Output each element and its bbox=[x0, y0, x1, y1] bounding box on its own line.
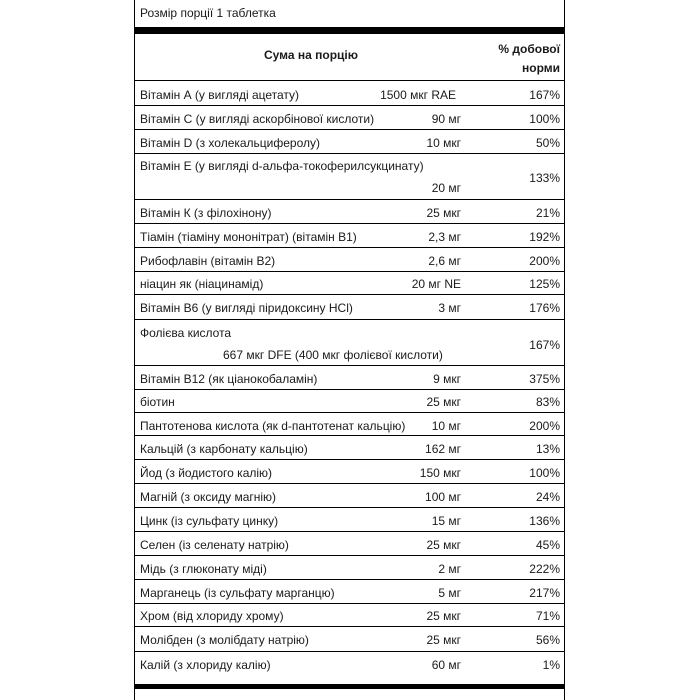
footer-divider bbox=[135, 684, 564, 689]
header-divider bbox=[135, 27, 564, 34]
nutrient-daily-value: 1% bbox=[542, 658, 560, 672]
amount-per-serving-header: Сума на порцію bbox=[263, 48, 359, 62]
nutrient-name: Селен (із селенату натрію) bbox=[140, 538, 289, 552]
nutrient-amount: 20 мг NE bbox=[411, 277, 461, 291]
nutrient-name: Вітамін А (у вигляді ацетату) bbox=[140, 88, 300, 102]
nutrient-amount: 667 мкг DFE (400 мкг фолієвої кислоти) bbox=[223, 348, 443, 362]
nutrient-row bbox=[135, 555, 564, 579]
nutrient-amount: 2 мг bbox=[438, 562, 461, 576]
nutrient-daily-value: 167% bbox=[529, 338, 560, 352]
nutrient-row bbox=[135, 247, 564, 271]
nutrient-row bbox=[135, 153, 564, 199]
nutrient-row bbox=[135, 129, 564, 153]
nutrient-row bbox=[135, 603, 564, 626]
nutrient-name: Вітамін К (з філохінону) bbox=[140, 206, 272, 220]
nutrient-row bbox=[135, 389, 564, 412]
nutrient-daily-value: 13% bbox=[535, 442, 560, 456]
nutrient-amount: 162 мг bbox=[425, 442, 461, 456]
nutrient-daily-value: 200% bbox=[529, 254, 560, 268]
nutrient-row bbox=[135, 105, 564, 129]
nutrient-daily-value: 21% bbox=[535, 206, 560, 220]
nutrient-name: Марганець (із сульфату марганцю) bbox=[140, 586, 335, 600]
nutrient-row bbox=[135, 459, 564, 483]
nutrient-amount: 10 мг bbox=[431, 419, 461, 433]
nutrient-amount: 5 мг bbox=[438, 586, 461, 600]
nutrient-name: Магній (з оксиду магнію) bbox=[140, 490, 277, 504]
nutrient-row bbox=[135, 412, 564, 435]
nutrient-daily-value: 45% bbox=[535, 538, 560, 552]
nutrient-daily-value: 100% bbox=[529, 466, 560, 480]
nutrient-row bbox=[135, 365, 564, 389]
nutrient-amount: 25 мкг bbox=[426, 538, 461, 552]
nutrient-name: Мідь (з глюконату міді) bbox=[140, 562, 267, 576]
nutrient-daily-value: 176% bbox=[529, 301, 560, 315]
nutrient-name: Цинк (із сульфату цинку) bbox=[140, 514, 279, 528]
nutrient-amount: 9 мкг bbox=[433, 372, 461, 386]
daily-value-header-line1: % добової bbox=[498, 42, 560, 56]
supplement-facts-panel bbox=[134, 0, 565, 700]
nutrient-daily-value: 192% bbox=[529, 230, 560, 244]
daily-value-header-line2: норми bbox=[521, 61, 560, 75]
nutrient-row bbox=[135, 199, 564, 223]
nutrient-daily-value: 136% bbox=[529, 514, 560, 528]
nutrient-amount: 15 мг bbox=[431, 514, 461, 528]
nutrient-daily-value: 133% bbox=[529, 171, 560, 185]
nutrient-name: Вітамін D (з холекальциферолу) bbox=[140, 136, 321, 150]
nutrient-amount: 25 мкг bbox=[426, 206, 461, 220]
nutrient-amount: 25 мкг bbox=[426, 609, 461, 623]
nutrient-row bbox=[135, 626, 564, 651]
nutrient-name: Калій (з хлориду калію) bbox=[140, 658, 271, 672]
nutrient-amount: 90 мг bbox=[431, 112, 461, 126]
nutrient-daily-value: 100% bbox=[529, 112, 560, 126]
nutrient-name: Кальцій (з карбонату кальцію) bbox=[140, 442, 308, 456]
nutrient-name: Рибофлавін (вітамін В2) bbox=[140, 254, 276, 268]
nutrient-row bbox=[135, 223, 564, 247]
nutrient-row bbox=[135, 651, 564, 684]
nutrient-row bbox=[135, 507, 564, 531]
nutrient-daily-value: 56% bbox=[535, 633, 560, 647]
nutrient-name: Тіамін (тіаміну мононітрат) (вітамін В1) bbox=[140, 230, 357, 244]
nutrient-amount: 150 мкг bbox=[419, 466, 461, 480]
nutrient-name: Хром (від хлориду хрому) bbox=[140, 609, 284, 623]
nutrient-row bbox=[135, 294, 564, 319]
nutrient-amount: 2,6 мг bbox=[428, 254, 461, 268]
nutrient-daily-value: 83% bbox=[535, 395, 560, 409]
nutrient-name: Пантотенова кислота (як d-пантотенат кальцію) bbox=[140, 419, 406, 433]
nutrient-row bbox=[135, 579, 564, 603]
nutrient-row bbox=[135, 80, 564, 105]
nutrient-daily-value: 167% bbox=[529, 88, 560, 102]
nutrient-name: Молібден (з молібдату натрію) bbox=[140, 633, 309, 647]
nutrient-name: ніацин як (ніацинамід) bbox=[140, 277, 264, 291]
nutrient-daily-value: 50% bbox=[535, 136, 560, 150]
nutrient-name: Вітамін С (у вигляді аскорбінової кислоти) bbox=[140, 112, 375, 126]
nutrient-daily-value: 217% bbox=[529, 586, 560, 600]
nutrient-amount: 2,3 мг bbox=[428, 230, 461, 244]
nutrient-daily-value: 71% bbox=[535, 609, 560, 623]
nutrient-amount: 20 мг bbox=[431, 181, 461, 195]
nutrient-amount: 3 мг bbox=[438, 301, 461, 315]
nutrient-name: Йод (з йодистого калію) bbox=[140, 466, 273, 480]
nutrient-daily-value: 375% bbox=[529, 372, 560, 386]
daily-value-header bbox=[480, 40, 560, 78]
nutrient-name: Вітамін В12 (як ціанокобаламін) bbox=[140, 372, 318, 386]
nutrient-row bbox=[135, 271, 564, 294]
nutrient-amount: 1500 мкг RAE bbox=[380, 88, 456, 102]
nutrient-amount: 25 мкг bbox=[426, 395, 461, 409]
nutrient-amount: 10 мкг bbox=[426, 136, 461, 150]
nutrient-name: Вітамін В6 (у вигляді піридоксину HCl) bbox=[140, 301, 353, 315]
nutrient-amount: 100 мг bbox=[425, 490, 461, 504]
nutrient-row bbox=[135, 319, 564, 365]
nutrient-row bbox=[135, 483, 564, 507]
nutrient-name: Фолієва кислота bbox=[140, 326, 232, 340]
serving-size: Розмір порції 1 таблетка bbox=[140, 6, 276, 20]
nutrient-daily-value: 125% bbox=[529, 277, 560, 291]
nutrient-name: Вітамін Е (у вигляді d-альфа-токоферилсукцинату) bbox=[140, 159, 424, 173]
nutrient-amount: 60 мг bbox=[431, 658, 461, 672]
nutrient-daily-value: 222% bbox=[529, 562, 560, 576]
nutrient-name: біотин bbox=[140, 395, 175, 409]
nutrient-row bbox=[135, 531, 564, 555]
nutrient-daily-value: 24% bbox=[535, 490, 560, 504]
nutrient-row bbox=[135, 435, 564, 459]
nutrient-amount: 25 мкг bbox=[426, 633, 461, 647]
nutrient-daily-value: 200% bbox=[529, 419, 560, 433]
